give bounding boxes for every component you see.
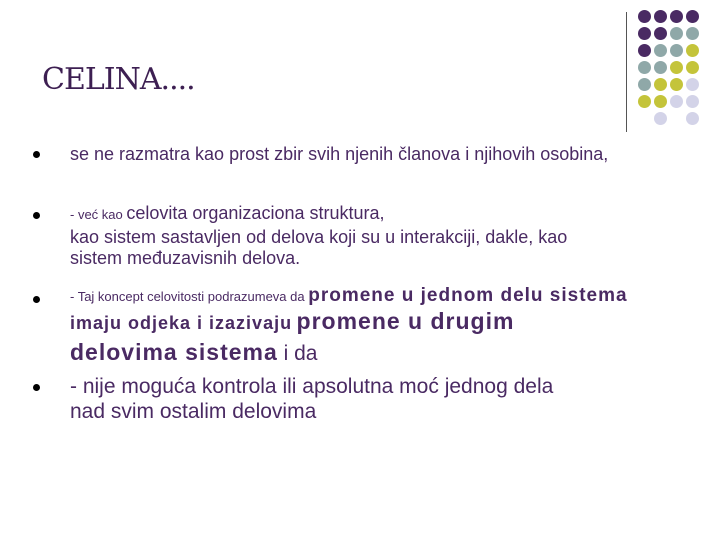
bullet-text-4	[70, 374, 700, 424]
decorative-dot-grid	[638, 10, 699, 125]
decorative-dot	[686, 78, 699, 91]
decorative-dot	[686, 27, 699, 40]
decorative-dot	[638, 10, 651, 23]
decorative-dot	[654, 95, 667, 108]
decorative-dot	[654, 10, 667, 23]
decorative-dot	[670, 44, 683, 57]
decorative-dot	[654, 112, 667, 125]
decorative-dot	[638, 27, 651, 40]
bullet-3-emphasis-4: delovima sistema	[70, 339, 278, 365]
decorative-dot	[638, 78, 651, 91]
bullet-3-suffix: i da	[277, 342, 318, 365]
bullet-dot-1	[33, 151, 40, 158]
bullet-text-3	[70, 285, 700, 370]
bullet-3-emphasis-2: imaju odjeka i izazivaju	[70, 313, 293, 333]
decorative-dot	[638, 95, 651, 108]
slide-title: CELINA....	[42, 62, 195, 97]
decorative-dot	[670, 10, 683, 23]
bullet-2-emphasis: celovita organizaciona struktura,	[126, 203, 385, 223]
decorative-dot	[686, 95, 699, 108]
bullet-4-line-2: nad svim ostalim delovima	[70, 400, 317, 423]
decorative-dot	[670, 27, 683, 40]
bullet-dot-2	[33, 212, 40, 219]
bullet-3-emphasis-1: promene u jednom delu sistema	[308, 285, 628, 306]
decorative-dot	[638, 44, 651, 57]
bullet-3-emphasis-3: promene u drugim	[296, 308, 515, 334]
decorative-dot	[686, 112, 699, 125]
decorative-dot	[670, 95, 683, 108]
decorative-dot	[654, 44, 667, 57]
decorative-dot	[686, 10, 699, 23]
decorative-dot	[686, 61, 699, 74]
bullet-text-2	[70, 203, 700, 270]
decorative-dot	[638, 112, 651, 125]
bullet-2-prefix: - već kao	[70, 207, 127, 222]
decorative-divider	[626, 12, 627, 132]
bullet-dot-3	[33, 296, 40, 303]
bullet-2-line-2: kao sistem sastavljen od delova koji su u interakciji, dakle, kao	[70, 226, 568, 247]
bullet-dot-4	[33, 384, 40, 391]
decorative-dot	[654, 78, 667, 91]
decorative-dot	[654, 61, 667, 74]
decorative-dot	[670, 61, 683, 74]
decorative-dot	[670, 78, 683, 91]
decorative-dot	[670, 112, 683, 125]
decorative-dot	[654, 27, 667, 40]
bullet-text-1: se ne razmatra kao prost zbir svih njenih članova i njihovih osobina,	[70, 144, 609, 164]
bullet-4-line-1: - nije moguća kontrola ili apsolutna moć jednog dela	[70, 375, 554, 398]
bullet-3-prefix: - Taj koncept celovitosti podrazumeva da	[70, 289, 309, 304]
decorative-dot	[638, 61, 651, 74]
decorative-dot	[686, 44, 699, 57]
bullet-2-line-3: sistem međuzavisnih delova.	[70, 248, 301, 269]
